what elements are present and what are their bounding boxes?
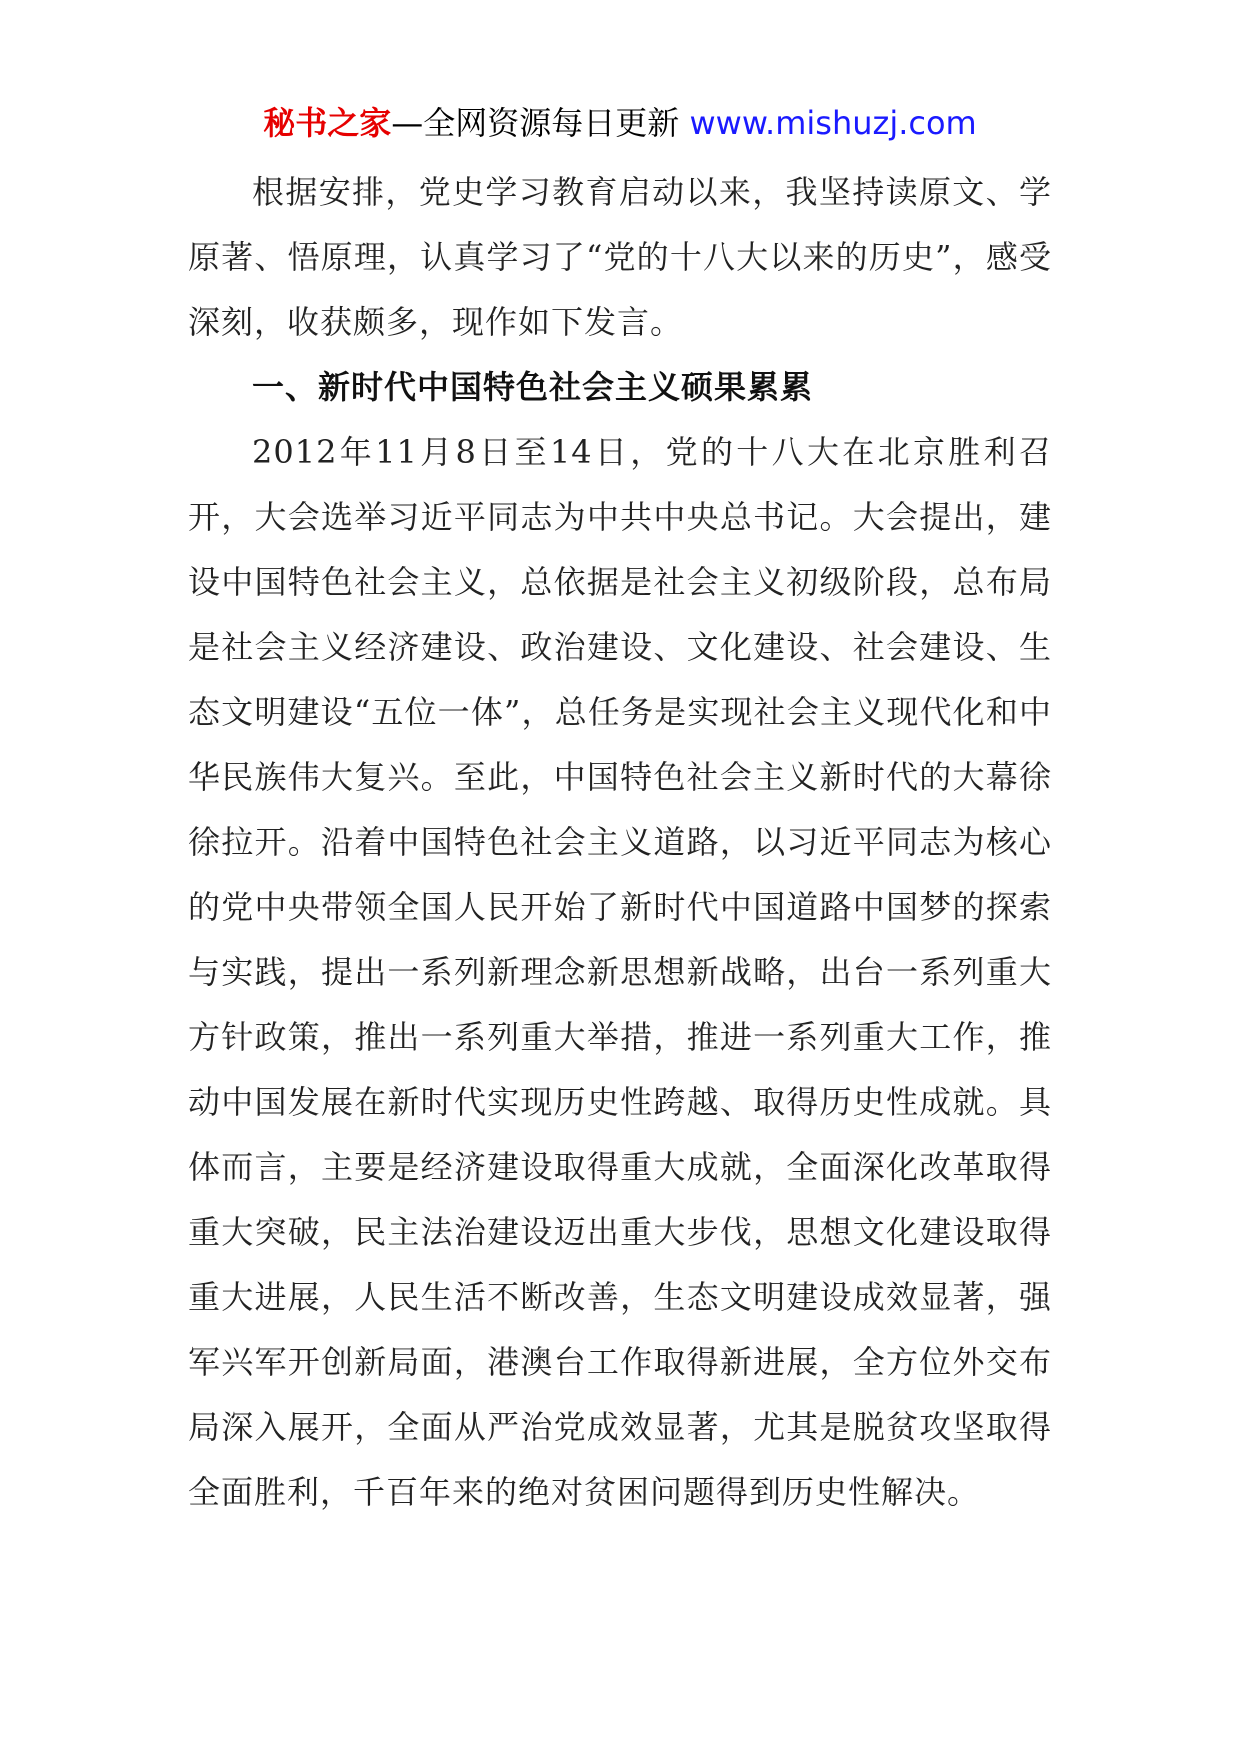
section-1-paragraph: 2012年11月8日至14日，党的十八大在北京胜利召开，大会选举习近平同志为中共中央总书记。大会提出，建设中国特色社会主义，总依据是社会主义初级阶段，总布局是社会主义经济建设、政治建设、文化建设、社会建设、生态文明建设“五位一体”，总任务是实现社会主义现代化和中华民族伟大复兴。至此，中国特色社会主义新时代的大幕徐徐拉开。沿着中国特色社会主义道路，以习近平同志为核心的党中央带领全国人民开始了新时代中国道路中国梦的探索与实践，提出一系列新理念新思想新战略，出台一系列重大方针政策，推出一系列重大举措，推进一系列重大工作，推动中国发展在新时代实现历史性跨越、取得历史性成就。具体而言，主要是经济建设取得重大成就，全面深化改革取得重大突破，民主法治建设迈出重大步伐，思想文化建设取得重大进展，人民生活不断改善，生态文明建设成效显著，强军兴军开创新局面，港澳台工作取得新进展，全方位外交布局深入展开，全面从严治党成效显著，尤其是脱贫攻坚取得全面胜利，千百年来的绝对贫困问题得到历史性解决。 <box>188 433 1052 1511</box>
intro-paragraph: 根据安排，党史学习教育启动以来，我坚持读原文、学原著、悟原理，认真学习了“党的十八大以来的历史”，感受深刻，收获颇多，现作如下发言。 <box>188 173 1052 341</box>
site-url-link[interactable]: www.mishuzj.com <box>689 104 977 142</box>
section-1-heading: 一、新时代中国特色社会主义硕果累累 <box>252 368 814 406</box>
document-body <box>188 160 1052 1525</box>
brand-name: 秘书之家 <box>263 104 392 142</box>
site-header <box>0 98 1240 148</box>
header-slogan: —全网资源每日更新 <box>391 104 680 142</box>
